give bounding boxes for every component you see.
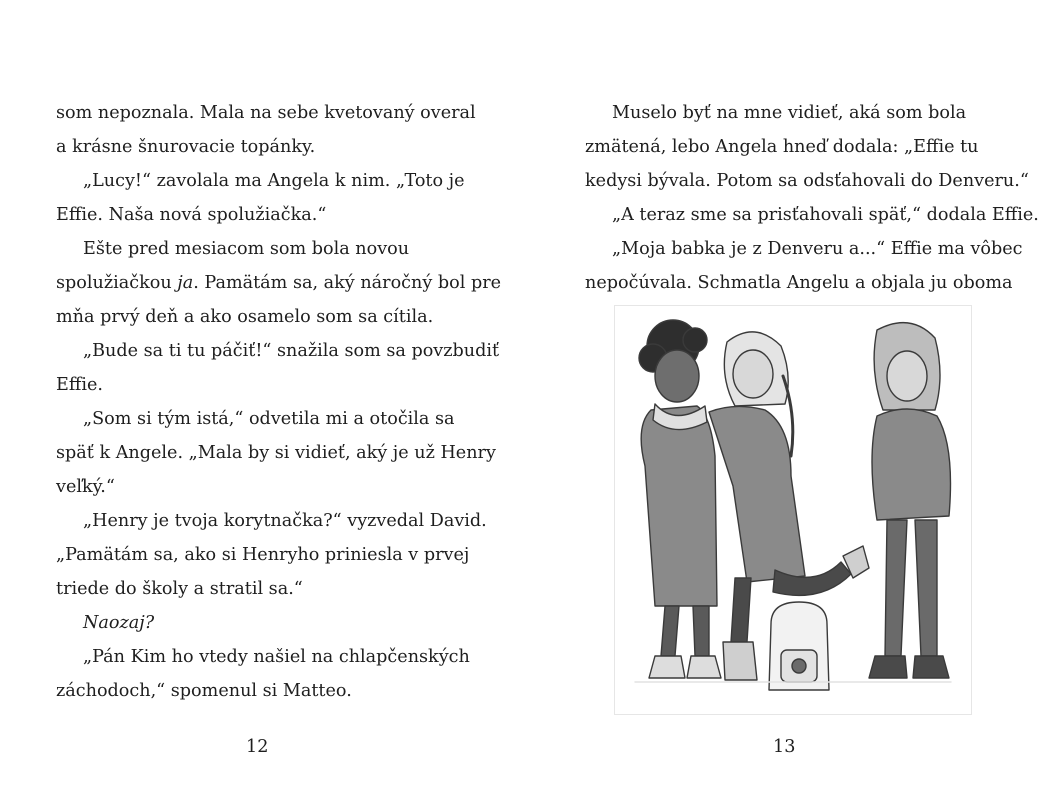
text-line: „A teraz sme sa prisťahovali späť,“ dodala Effie. [612,205,1039,225]
text-line: záchodoch,“ spomenul si Matteo. [56,681,352,701]
text-line: „Lucy!“ zavolala ma Angela k nim. „Toto je [83,171,465,191]
page-number-left: 12 [246,737,269,757]
text-line: triede do školy a stratil sa.“ [56,579,303,599]
text-line: späť k Angele. „Mala by si vidieť, aký je už Henry [56,443,496,463]
girl-right-figure [869,323,951,678]
text-line: veľký.“ [56,477,115,497]
text-line [56,267,502,301]
text-line: Naozaj? [83,613,155,633]
text-line: Effie. [56,375,103,395]
text-segment: spolužiačkou [56,273,178,293]
girl-left-figure [639,320,721,678]
backpack-drawing [769,602,829,690]
right-page-text [585,97,1039,301]
text-line: Effie. Naša nová spolužiačka.“ [56,205,327,225]
text-line: „Bude sa ti tu páčiť!“ snažila som sa povzbudiť [83,341,500,361]
text-line: a krásne šnurovacie topánky. [56,137,316,157]
text-line: mňa prvý deň a ako osamelo som sa cítila. [56,307,434,327]
text-line: „Pamätám sa, ako si Henryho priniesla v prvej [56,545,470,565]
text-line: zmätená, lebo Angela hneď dodala: „Effie tu [585,137,979,157]
illustration-three-girls [614,305,972,715]
text-line: kedysi bývala. Potom sa odsťahovali do Denveru.“ [585,171,1029,191]
text-line: som nepoznala. Mala na sebe kvetovaný overal [56,103,476,123]
text-segment: . Pamätám sa, aký náročný bol pre [193,273,502,293]
text-line: „Pán Kim ho vtedy našiel na chlapčenských [83,647,470,667]
text-line: Ešte pred mesiacom som bola novou [83,239,410,259]
text-line: „Moja babka je z Denveru a...“ Effie ma vôbec [612,239,1023,259]
left-page-text [56,97,502,709]
text-line: „Som si tým istá,“ odvetila mi a otočila sa [83,409,455,429]
text-line: nepočúvala. Schmatla Angelu a objala ju oboma [585,273,1013,293]
page-number-right: 13 [773,737,796,757]
illustration-drawing [615,306,971,714]
text-line: Muselo byť na mne vidieť, aká som bola [612,103,967,123]
text-line: „Henry je tvoja korytnačka?“ vyzvedal David. [83,511,487,531]
emphasis-word: ja [177,273,194,293]
